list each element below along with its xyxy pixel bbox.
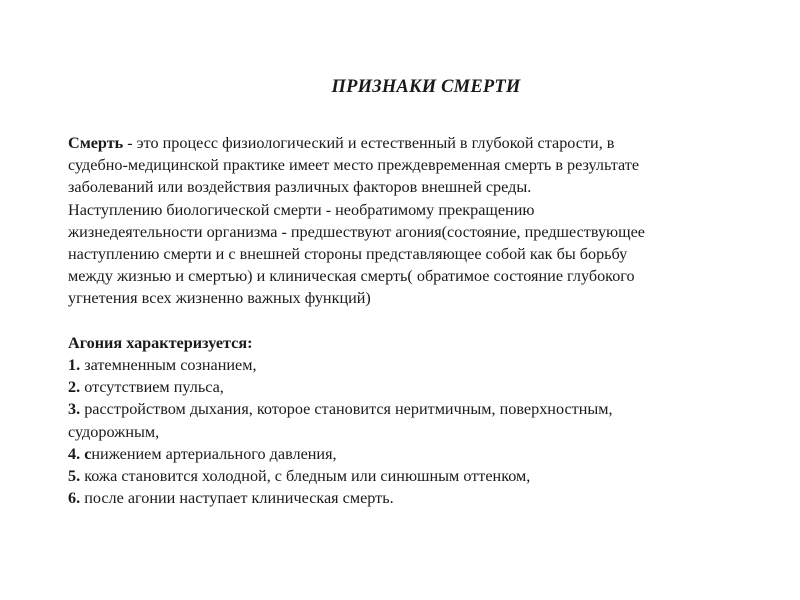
agony-item-5: 5. кожа становится холодной, с бледным или синюшным оттенком,	[68, 467, 531, 486]
agony-item-3-cont: судорожным,	[68, 422, 160, 441]
definition-line-3: заболеваний или воздействия различных факторов внешней среды.	[68, 178, 532, 197]
definition-term: Смерть	[68, 134, 124, 152]
text-body	[68, 132, 748, 509]
agony-item-3: 3. расстройством дыхания, которое становится неритмичным, поверхностным,	[68, 400, 613, 419]
definition-line-2: судебно-медицинской практике имеет место преждевременная смерть в результате	[68, 156, 640, 175]
agony-item-6: 6. после агонии наступает клиническая смерть.	[68, 489, 394, 508]
agony-heading: Агония характеризуется:	[68, 333, 253, 352]
definition-line-1: Смерть - это процесс физиологический и естественный в глубокой старости, в	[68, 134, 615, 152]
agony-item-2: 2. отсутствием пульса,	[68, 378, 224, 397]
agony-item-1: 1. затемненным сознанием,	[68, 356, 257, 375]
onset-line-5: угнетения всех жизненно важных функций)	[68, 289, 371, 308]
page-title: ПРИЗНАКИ СМЕРТИ	[331, 77, 521, 97]
paragraph-gap	[68, 310, 748, 332]
onset-line-3: наступлению смерти и с внешней стороны представляющее собой как бы борьбу	[68, 245, 628, 264]
onset-line-2: жизнедеятельности организма - предшествуют агония(состояние, предшествующее	[68, 222, 645, 241]
onset-line-1: Наступлению биологической смерти - необратимому прекращению	[68, 200, 535, 219]
onset-line-4: между жизнью и смертью) и клиническая смерть( обратимое состояние глубокого	[68, 267, 635, 286]
agony-item-4: 4. снижением артериального давления,	[68, 444, 337, 463]
